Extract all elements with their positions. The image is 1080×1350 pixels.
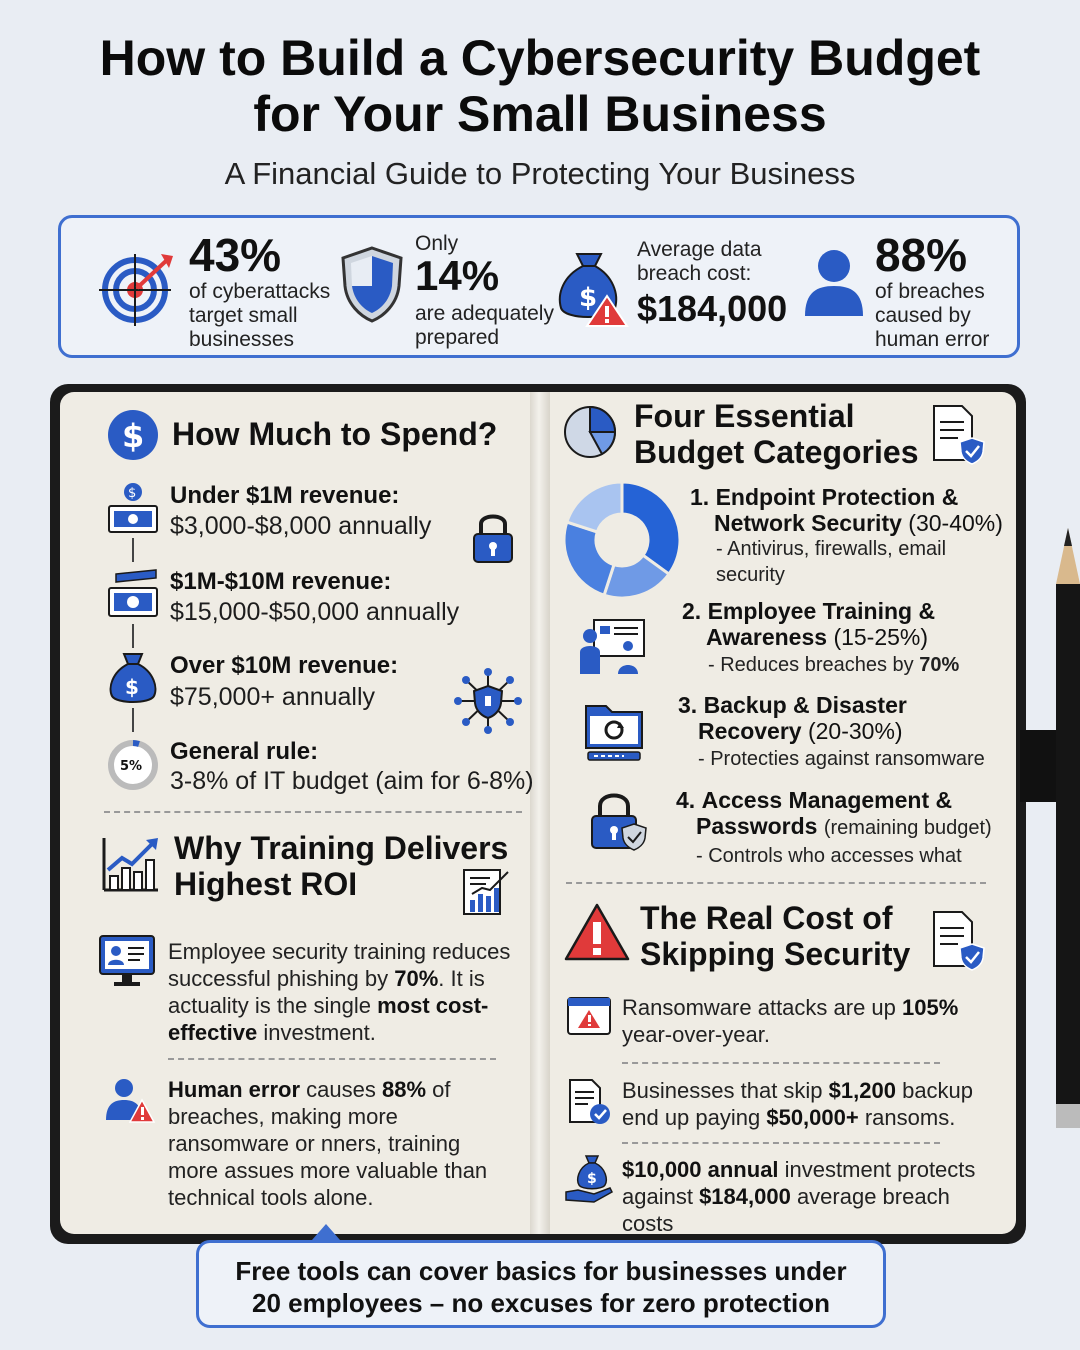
donut-slice [567,482,622,532]
category-range: (remaining budget) [823,817,992,839]
banknote-icon [106,482,160,536]
stat-3-value: $184,000 [637,288,788,329]
title-line-2: for Your Small Business [253,86,827,142]
presentation-training-icon [580,618,646,676]
training-title [174,830,508,902]
browser-warning-icon [566,996,612,1036]
title-line-1: How to Build a Cybersecurity Budget [99,30,981,86]
categories-title-line: Four Essential [634,398,855,434]
cost-title-line: Skipping Security [640,936,911,972]
budget-donut-chart [562,480,682,600]
stat-1-value: 43% [189,229,282,281]
category-4 [676,787,1006,869]
shield-icon [339,244,405,324]
stat-3-line: breach cost: [637,262,752,285]
human-error-paragraph [168,1076,512,1211]
tier-4-amount: 3-8% of IT budget (aim for 6-8%) [170,767,534,795]
text: of breaches, making more ransomware or nners, training more assues more valuable than technical tools alone. [168,1077,488,1210]
cash-stack-icon [106,568,160,622]
text: Ransomware attacks are up [622,995,903,1020]
category-name: Recovery [698,718,802,744]
human-error-icon [104,1076,156,1124]
categories-title-line: Budget Categories [634,434,919,470]
network-shield-icon [452,668,524,734]
donut-slice [564,522,614,595]
text-bold: $50,000+ [766,1105,859,1130]
stats-panel [58,215,1020,358]
backup-folder-icon [584,700,644,762]
stat-4-value: 88% [875,229,968,281]
tier-2-label: $1M-$10M revenue: [170,568,392,595]
connector [132,708,134,732]
tier-2-amount: $15,000-$50,000 annually [170,598,460,626]
page-subtitle: A Financial Guide to Protecting Your Business [224,156,856,191]
category-desc: - Controls who accesses what [696,845,962,867]
category-number: 3. [678,692,698,718]
text: ransoms. [858,1105,956,1130]
text-bold: 105% [902,995,959,1020]
person-icon [803,246,865,320]
text: Employee security training reduces successful phishing by [168,939,511,991]
category-number: 1. [690,484,710,510]
text: investment. [257,1020,376,1045]
text: backup end up paying [622,1078,974,1130]
cost-item-2 [622,1077,982,1131]
tier-3-amount: $75,000+ annually [170,683,376,711]
category-desc: - Reduces breaches by [708,654,920,676]
text: . It is actuality is the single [168,966,485,1018]
tier-1-label: Under $1M revenue: [170,482,400,509]
cost-item-3 [622,1156,994,1237]
text-bold: $1,200 [828,1078,896,1103]
tier-1-amount: $3,000-$8,000 annually [170,512,432,540]
stat-2-text [415,302,554,350]
svg-text:$: $ [122,417,145,455]
growth-chart-icon [102,836,160,892]
percent-badge: 5% [120,759,143,774]
stat-4-line: caused by [875,304,971,327]
stat-2-line: are adequately [415,302,554,325]
document-shield-icon [930,910,986,972]
text: average breach costs [622,1184,950,1236]
category-range: (30-40%) [908,510,1003,536]
pencil-icon [1056,528,1080,1128]
categories-title [634,398,918,470]
training-paragraph [168,938,528,1046]
stat-2-value: 14% [415,252,500,299]
padlock-icon [472,510,514,564]
stat-2-line: prepared [415,326,500,349]
divider [622,1062,940,1064]
spend-title: How Much to Spend? [172,416,498,452]
callout-line: Free tools can cover basics for businesses under [235,1256,847,1286]
category-name: Access Management & [701,787,953,813]
connector [132,538,134,562]
padlock-shield-icon [588,790,648,852]
category-number: 2. [682,598,702,624]
tier-3-label: Over $10M revenue: [170,652,399,679]
text-bold: 88% [381,1077,427,1102]
stat-4-line: human error [875,328,990,351]
svg-text:$: $ [125,675,139,699]
stat-3-label [637,238,762,286]
text-bold: Human error [168,1077,301,1102]
elastic-strap [1020,730,1060,802]
money-bag-icon [108,650,158,706]
category-name: Passwords [696,813,818,839]
text-bold: $184,000 [699,1184,791,1209]
text: causes [300,1077,382,1102]
category-name: Backup & Disaster [703,692,907,718]
document-shield-icon [930,404,986,466]
category-3 [678,692,1004,772]
cost-item-1 [622,994,982,1048]
cost-title-line: The Real Cost of [640,900,893,936]
pie-chart-icon [562,404,618,460]
training-title-line: Why Training Delivers [174,830,509,866]
category-number: 4. [676,787,696,813]
callout-box [196,1240,886,1328]
text-bold: most cost-effective [168,993,489,1045]
stat-2-prefix: Only [415,232,459,255]
category-desc: - Antivirus, firewalls, email security [716,538,947,586]
tier-4-label: General rule: [170,738,319,765]
stat-4-line: of breaches [875,280,985,303]
category-range: (15-25%) [833,624,929,650]
text-bold: 70% [394,966,439,991]
training-title-line: Highest ROI [174,866,358,902]
stat-4-text [875,280,989,352]
text: investment protects against [622,1157,976,1209]
text: year-over-year. [622,1022,770,1047]
stat-1-line: businesses [189,328,295,351]
category-desc-bold: 70% [919,654,960,676]
text-bold: $10,000 annual [622,1157,779,1182]
svg-text:$: $ [579,283,598,313]
document-check-icon [568,1078,612,1126]
text: Businesses that skip [622,1078,829,1103]
divider [622,1142,940,1144]
divider [104,811,522,813]
dollar-coin-icon [106,408,160,462]
category-range: (20-30%) [807,718,903,744]
category-name: Endpoint Protection & [715,484,959,510]
hand-money-bag-icon [564,1154,616,1204]
percent-gauge-icon [108,740,158,790]
category-2 [682,598,1002,678]
notebook-spine [530,392,550,1234]
warning-triangle-icon [564,902,630,962]
report-chart-icon [460,866,514,916]
category-name: Network Security [714,510,902,536]
target-icon [97,248,177,328]
divider [566,882,986,884]
divider [168,1058,496,1060]
connector [132,624,134,648]
stat-1-line: of cyberattacks [189,280,331,303]
money-bag-warning-icon [555,246,631,330]
stat-3-line: Average data [637,238,762,261]
category-name: Awareness [706,624,828,650]
page-title [0,30,1080,142]
cost-title [640,900,910,972]
callout-line: 20 employees – no excuses for zero protection [252,1288,830,1318]
monitor-profile-icon [98,934,156,988]
callout-notch [312,1224,340,1240]
stat-1-line: target small [189,304,298,327]
category-1 [690,484,1010,588]
stat-1-text [189,280,330,352]
category-name: Employee Training & [707,598,936,624]
svg-text:$: $ [587,1171,597,1187]
svg-text:$: $ [128,486,137,501]
category-desc: - Protecties against ransomware [698,748,985,770]
